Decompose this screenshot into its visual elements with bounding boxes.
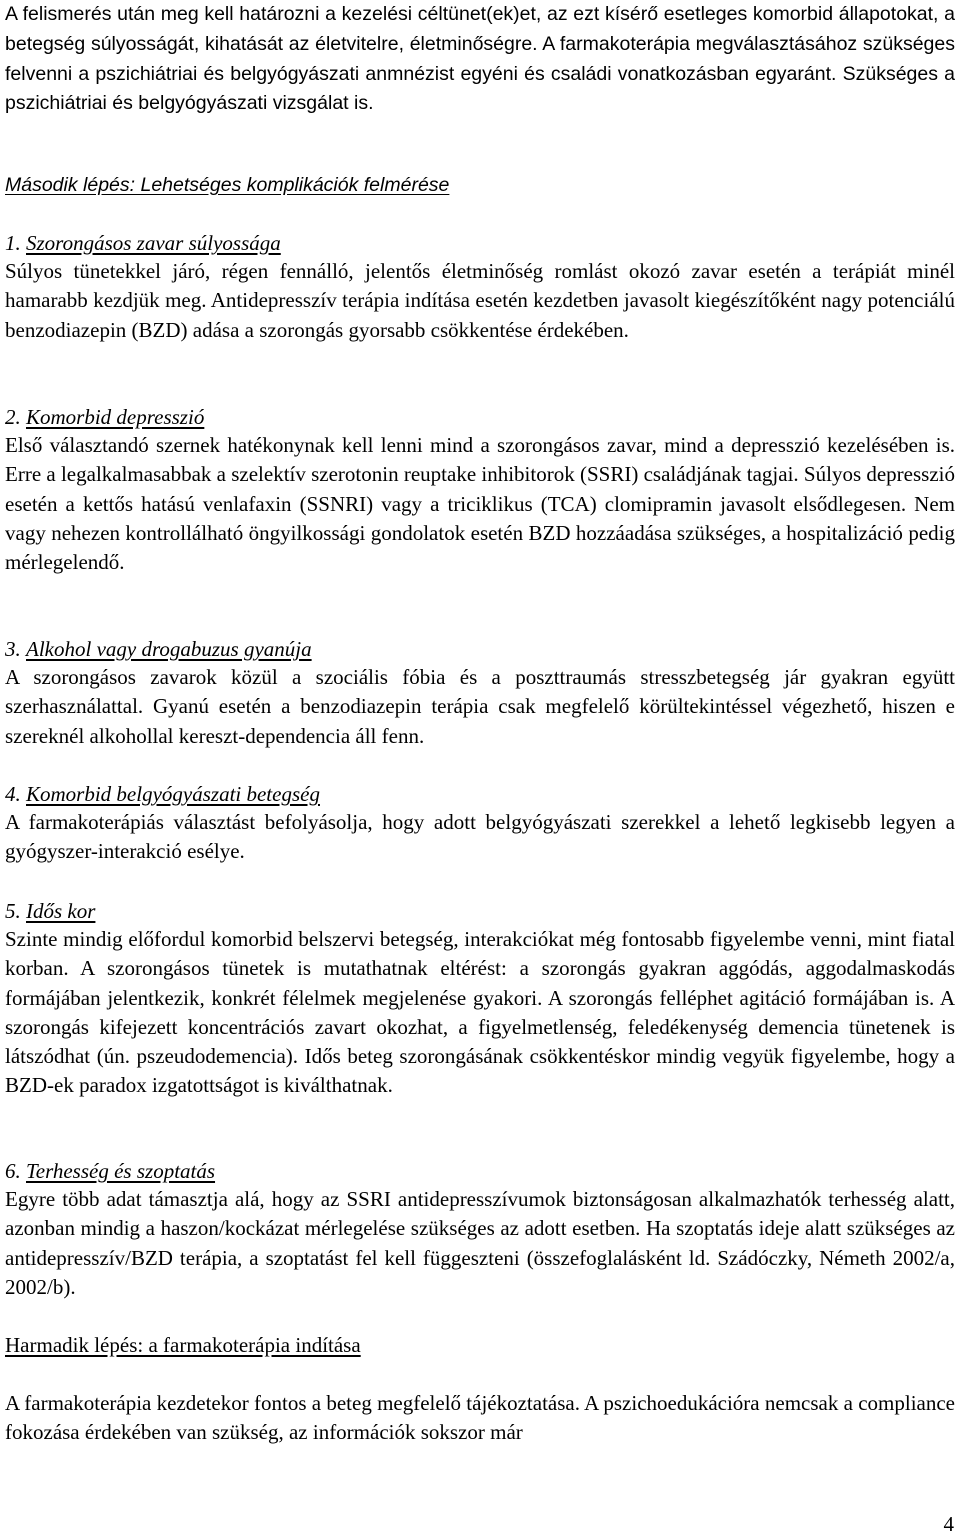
page-number: 4 [943,1512,954,1536]
section-3-number: 3. [5,637,21,661]
section-2-number: 2. [5,405,21,429]
section-1-title: Szorongásos zavar súlyossága [26,231,281,255]
section-1-heading [5,229,955,257]
section-5-title: Idős kor [26,899,96,923]
final-paragraph: A farmakoterápia kezdetekor fontos a beteg megfelelő tájékoztatása. A pszichoedukációra nemcsak a compliance fokozása érdekében van szükség, az információk sokszor már [5,1391,955,1445]
section-2-heading [5,403,955,431]
section-3-body: A szorongásos zavarok közül a szociális fóbia és a poszttraumás stresszbetegség jár gyakran együtt szerhasználattal. Gyanú esetén a benzodiazepin terápia csak megfelelő körültekintéssel végezhető, hiszen e szereknél alkohollal kereszt-dependencia áll fenn. [5,665,955,748]
section-5-body: Szinte mindig előfordul komorbid belszervi betegség, interakciókat még fontosabb figyelembe venni, mint fiatal korban. A szorongásos tünetek is mutathatnak eltérést: a szorongás gyakran aggódás, aggodalmaskodás formájában jelentkezik, konkrét félelmek megjelenése gyakori. A szorongás felléphet agitáció formájában is. A szorongás kifejezett koncentrációs zavart okozhat, a figyelmetlenség, feledékenység demencia tünetenek is látszódhat (ún. pszeudodemencia). Idős beteg szorongásának csökkentéskor mindig vegyük figyelembe, hogy a BZD-ek paradox izgatottságot is kiválthatnak. [5,927,955,1098]
step3-heading: Harmadik lépés: a farmakoterápia indítása [5,1333,361,1357]
section-4-body: A farmakoterápiás választást befolyásolja, hogy adott belgyógyászati szerekkel a lehető legkisebb legyen a gyógyszer-interakció esélye. [5,810,955,864]
section-1-number: 1. [5,231,21,255]
section-6-title: Terhesség és szoptatás [26,1159,216,1183]
section-6-body: Egyre több adat támasztja alá, hogy az SSRI antidepresszívumok biztonságosan alkalmazhatók terhesség alatt, azonban mindig a haszon/kockázat mérlegelése szükséges az adott esetben. Ha szoptatás ideje alatt szükséges az antidepresszív/BZD terápia, a szoptatást fel kell függeszteni (összefoglalásként ld. Szádóczky, Németh 2002/a, 2002/b). [5,1187,955,1299]
section-3-title: Alkohol vagy drogabuzus gyanúja [26,637,312,661]
step2-heading: Második lépés: Lehetséges komplikációk felmérése [5,174,450,196]
section-4-number: 4. [5,782,21,806]
section-5-heading [5,897,955,925]
section-2-title: Komorbid depresszió [26,405,205,429]
intro-paragraph: A felismerés után meg kell határozni a kezelési céltünet(ek)et, az ezt kísérő esetleges komorbid állapotokat, a betegség súlyosságát, kihatását az életvitelre, életminőségre. A farmakoterápia megválasztásához szükséges felvenni a pszichiátriai és belgyógyászati anmnézist egyéni és családi vonatkozásban egyaránt. Szükséges a pszichiátriai és belgyógyászati vizsgálat is. [5,3,955,115]
section-1-body: Súlyos tünetekkel járó, régen fennálló, jelentős életminőség romlást okozó zavar esetén a terápiát minél hamarabb kezdjük meg. Antidepresszív terápia indítása esetén kezdetben javasolt kiegészítőként nagy potenciálú benzodiazepin (BZD) adása a szorongás gyorsabb csökkentése érdekében. [5,259,955,342]
section-5-number: 5. [5,899,21,923]
section-6-number: 6. [5,1159,21,1183]
section-2-body: Első választandó szernek hatékonynak kell lenni mind a szorongásos zavar, mind a depresszió kezelésében is. Erre a legalkalmasabbak a szelektív szerotonin reuptake inhibitorok (SSRI) családjának tagjai. Súlyos depresszió esetén a kettős hatású venlafaxin (SSNRI) vagy a triciklikus (TCA) clomipramin javasolt elsődlegesen. Nem vagy nehezen kontrollálható öngyilkossági gondolatok esetén BZD hozzáadása szükséges, a hospitalizáció pedig mérlegelendő. [5,433,955,575]
section-4-title: Komorbid belgyógyászati betegség [26,782,320,806]
section-3-heading [5,635,955,663]
section-4-heading [5,780,955,808]
section-6-heading [5,1157,955,1185]
